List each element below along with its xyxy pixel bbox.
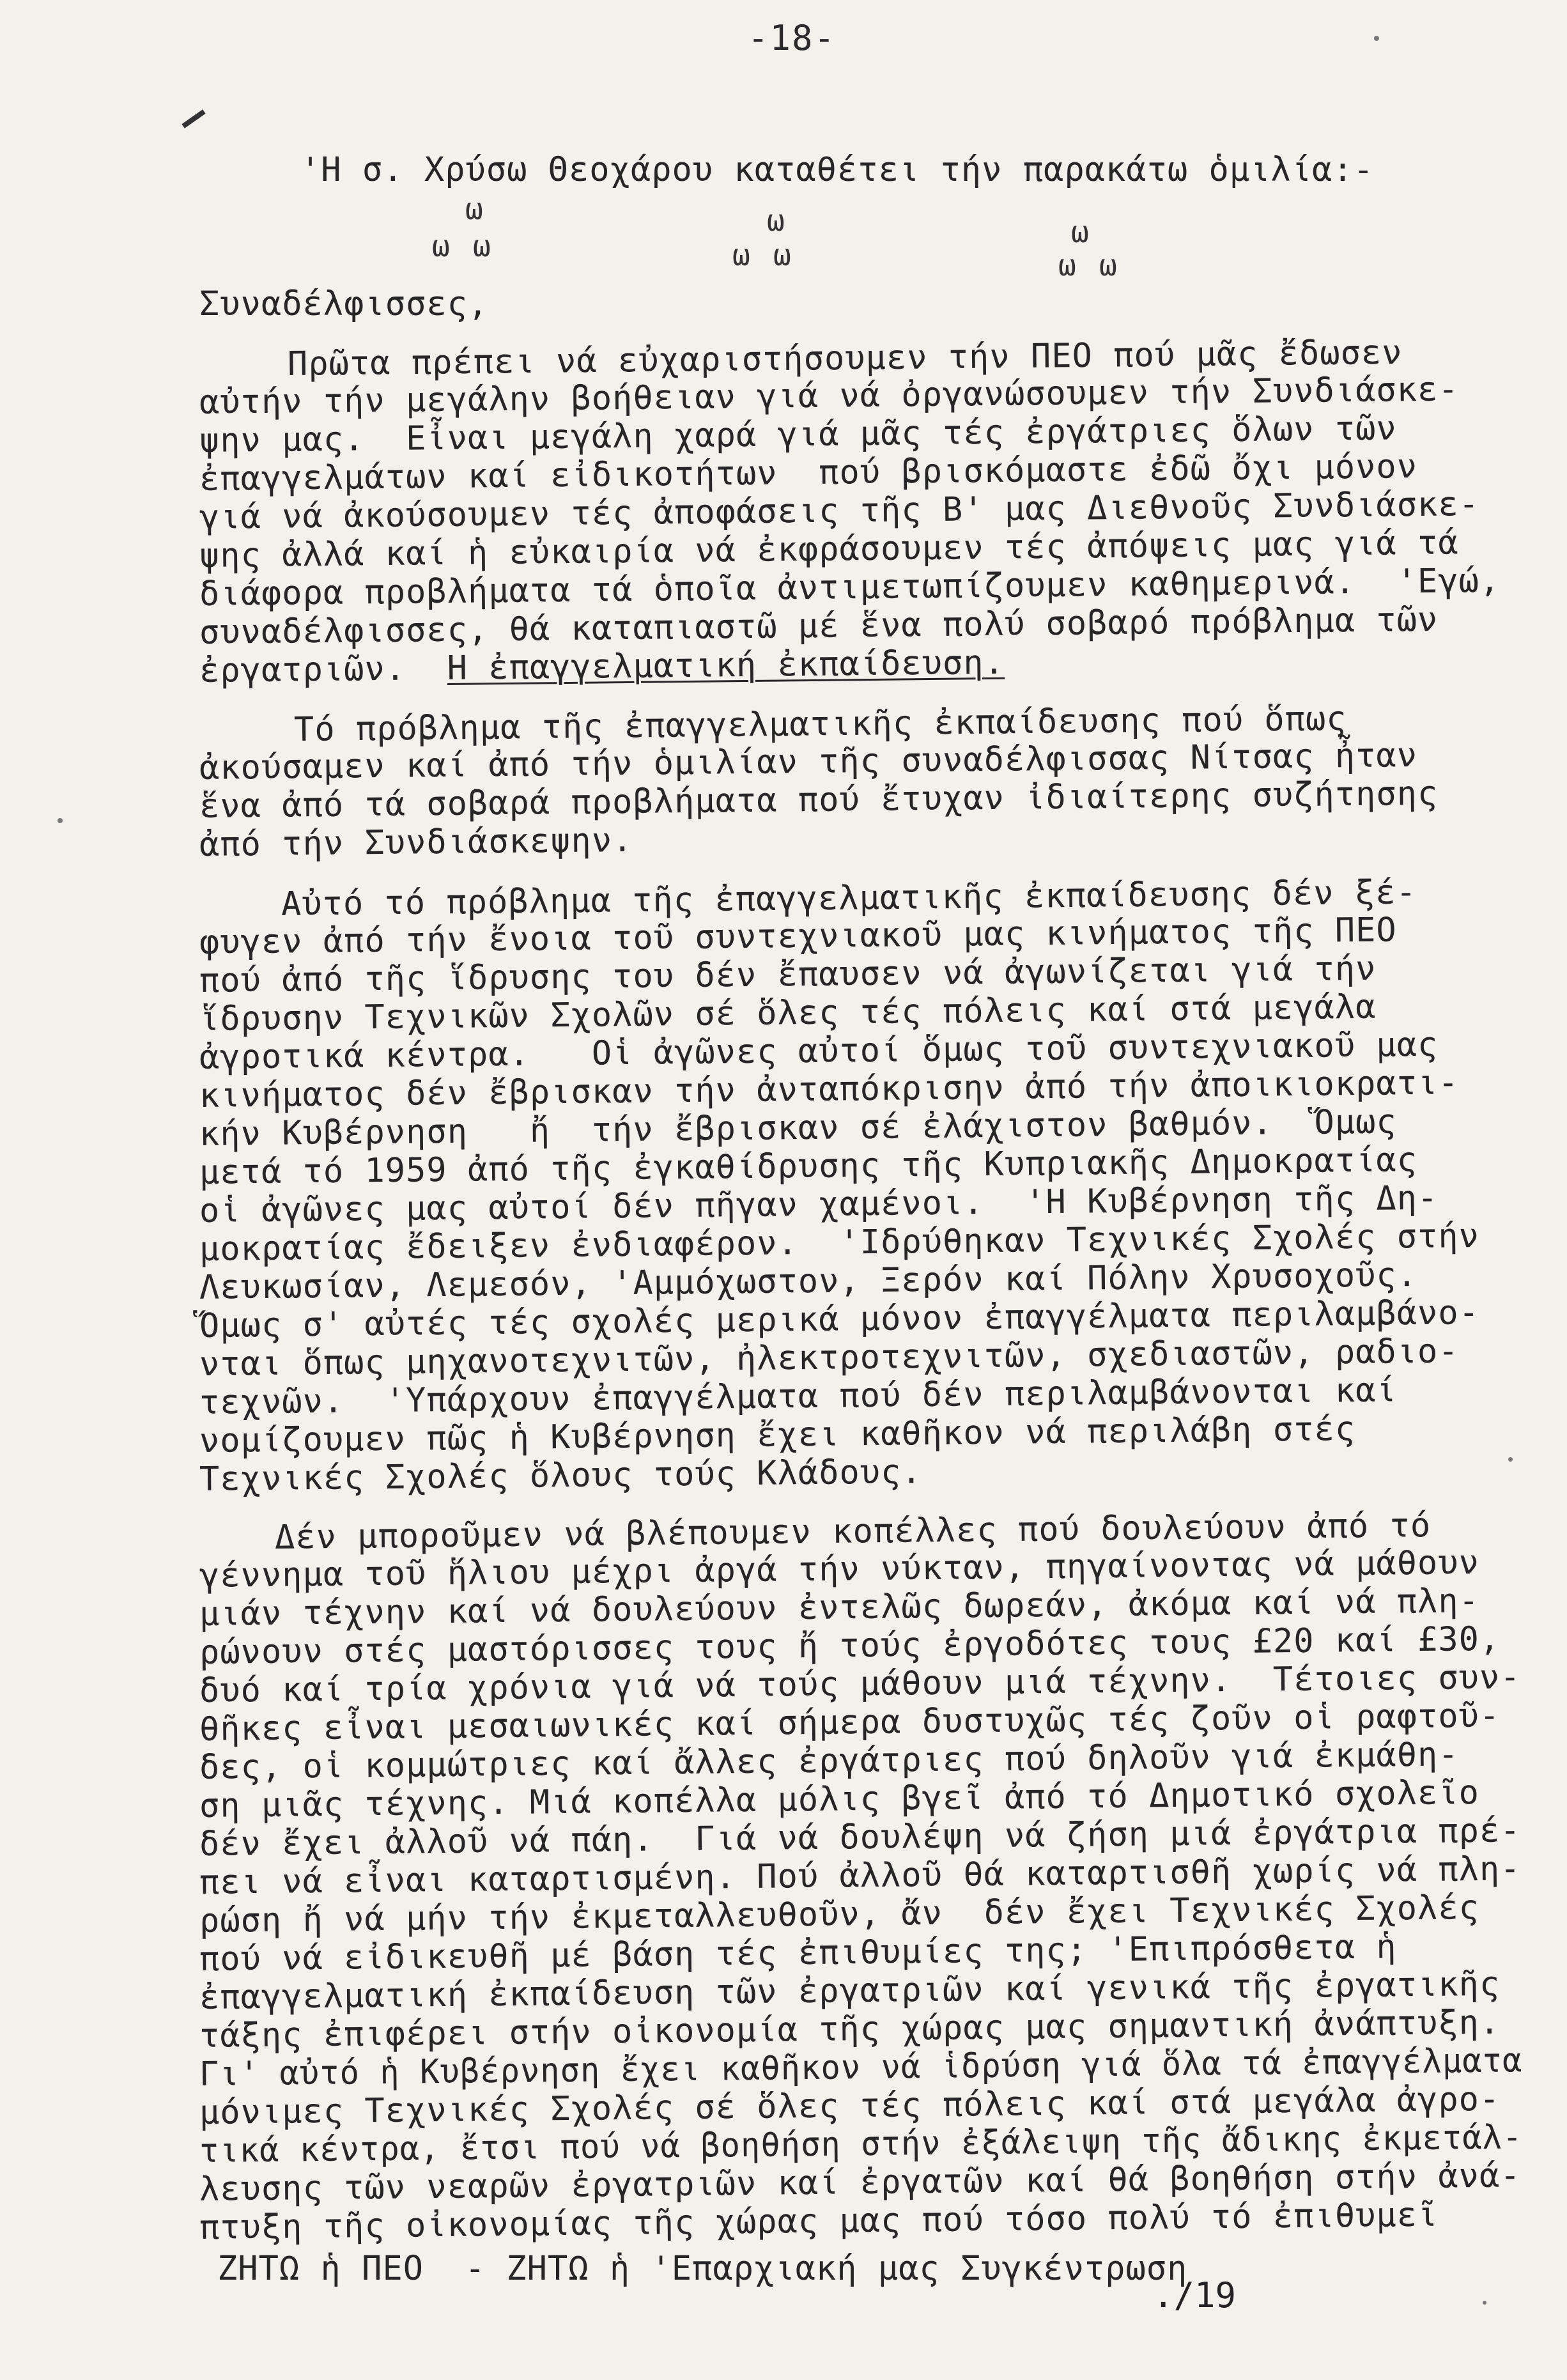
- paragraph-line: τικά κέντρα, ἔτσι πού νά βοηθήση στήν ἐξάλειψη τῆς ἄδικης ἐκμετάλ-: [199, 2118, 1523, 2170]
- scan-speck: [1483, 2301, 1486, 2305]
- paragraph-line: ἐπαγγελματική ἐκπαίδευση τῶν ἐργατριῶν καί γενικά τῆς ἐργατικῆς: [199, 1965, 1501, 2017]
- paragraph-line: ρώνουν στές μαστόρισσες τους ἤ τούς ἐργοδότες τους £20 καί £30,: [199, 1619, 1501, 1672]
- paragraph-line: πού νά εἰδικευθῆ μέ βάση τές ἐπιθυμίες της; 'Επιπρόσθετα ἡ: [199, 1928, 1398, 1979]
- scan-speck: [1508, 1457, 1513, 1462]
- paragraph-line: ἵδρυσην Τεχνικῶν Σχολῶν σέ ὅλες τές πόλεις καί στά μεγάλα: [199, 987, 1377, 1039]
- continuation-marker: ./19: [1153, 2275, 1237, 2315]
- paragraph-line: Ὅμως σ' αὐτές τές σχολές μερικά μόνον ἐπαγγέλματα περιλαμβάνο-: [199, 1294, 1480, 1345]
- ornament-omega: ω: [432, 229, 450, 263]
- intro-line: 'Η σ. Χρύσω Θεοχάρου καταθέτει τήν παρακάτω ὁμιλία:-: [300, 151, 1374, 189]
- ornament-omega: ω: [732, 238, 750, 272]
- ornament-omega: ω: [465, 192, 483, 226]
- paragraph-line: λευσης τῶν νεαρῶν ἐργατριῶν καί ἐργατῶν καί θά βοηθήση στήν ἀνά-: [199, 2156, 1521, 2209]
- paragraph-line: ἀγροτικά κέντρα. Οἱ ἀγῶνες αὐτοί ὅμως τοῦ συντεχνιακοῦ μας: [199, 1025, 1439, 1077]
- paragraph-line: νται ὅπως μηχανοτεχνιτῶν, ἠλεκτροτεχνιτῶν, σχεδιαστῶν, ραδιο-: [199, 1332, 1459, 1384]
- ornament-omega: ω: [1071, 215, 1089, 249]
- paragraph-line: κήν Κυβέρνηση ἤ τήν ἔβρισκαν σέ ἐλάχιστον βαθμόν. Ὅμως: [199, 1102, 1398, 1154]
- paragraph-line: Τεχνικές Σχολές ὅλους τούς Κλάδους.: [199, 1453, 922, 1499]
- paragraph-line: Δέν μποροῦμεν νά βλέπουμεν κοπέλλες πού δουλεύουν ἀπό τό: [274, 1506, 1432, 1557]
- paragraph-line: γέννημα τοῦ ἥλιου μέχρι ἀργά τήν νύκταν, πηγαίνοντας νά μάθουν: [199, 1543, 1480, 1595]
- ornament-omega: ω: [767, 203, 785, 238]
- handwritten-mark: [181, 109, 205, 128]
- paragraph-line: δες, οἱ κομμώτριες καί ἄλλες ἐργάτριες πού δηλοῦν γιά ἐκμάθη-: [199, 1735, 1459, 1787]
- paragraph-text: ἐργατριῶν.: [199, 649, 447, 690]
- paragraph-line: ψης ἀλλά καί ἡ εὐκαιρία νά ἐκφράσουμεν τές ἀπόψεις μας γιά τά: [199, 523, 1459, 575]
- paragraph-line: Γι' αὐτό ἡ Κυβέρνηση ἔχει καθῆκον νά ἱδρύση γιά ὅλα τά ἐπαγγέλματα: [199, 2041, 1523, 2094]
- paragraph-line: Πρῶτα πρέπει νά εὐχαριστήσουμεν τήν ΠΕΟ πού μᾶς ἔδωσεν: [287, 333, 1403, 383]
- paragraph-line: ἀπό τήν Συνδιάσκεψην.: [199, 821, 633, 864]
- paragraph-line: πει νά εἶναι καταρτισμένη. Πού ἀλλοῦ θά καταρτισθῆ χωρίς νά πλη-: [199, 1850, 1521, 1902]
- ornament-omega: ω: [473, 229, 491, 263]
- paragraph-line: δυό καί τρία χρόνια γιά νά τούς μάθουν μιά τέχνην. Τέτοιες συν-: [199, 1658, 1521, 1710]
- paragraph-line: μοκρατίας ἔδειξεν ἐνδιαφέρον. 'Ιδρύθηκαν Τεχνικές Σχολές στήν: [199, 1217, 1480, 1269]
- paragraph-line: δέν ἔχει ἀλλοῦ νά πάη. Γιά νά δουλέψη νά ζήση μιά ἐργάτρια πρέ-: [199, 1811, 1521, 1864]
- closing-line: ΖΗΤΩ ἡ ΠΕΟ - ΖΗΤΩ ἡ 'Επαρχιακή μας Συγκέντρωση: [217, 2250, 1188, 2288]
- paragraph-line: κινήματος δέν ἔβρισκαν τήν ἀνταπόκρισην ἀπό τήν ἀποικιοκρατι-: [199, 1063, 1459, 1115]
- paragraph-line: τεχνῶν. 'Υπάρχουν ἐπαγγέλματα πού δέν περιλαμβάνονται καί: [199, 1371, 1398, 1422]
- paragraph-line: πτυξη τῆς οἰκονομίας τῆς χώρας μας πού τόσο πολύ τό ἐπιθυμεῖ: [199, 2195, 1439, 2247]
- topic-heading-underlined: Η ἐπαγγελματική ἐκπαίδευση.: [447, 643, 1005, 688]
- paragraph-line: πού ἀπό τῆς ἵδρυσης του δέν ἔπαυσεν νά ἀγωνίζεται γιά τήν: [199, 949, 1377, 1000]
- paragraph-line: ση μιᾶς τέχνης. Μιά κοπέλλα μόλις βγεῖ ἀπό τό Δημοτικό σχολεῖο: [199, 1773, 1480, 1825]
- paragraph-line: θῆκες εἶναι μεσαιωνικές καί σήμερα δυστυχῶς τές ζοῦν οἱ ραφτοῦ-: [199, 1696, 1501, 1749]
- paragraph-line: νομίζουμεν πῶς ἡ Κυβέρνηση ἔχει καθῆκον νά περιλάβη στές: [199, 1410, 1356, 1460]
- paragraph-line: ἕνα ἀπό τά σοβαρά προβλήματα πού ἔτυχαν ἰδιαίτερης συζήτησης: [199, 774, 1439, 826]
- scan-speck: [1374, 36, 1379, 41]
- page-number: -18-: [748, 18, 837, 58]
- paragraph-line: ρώση ἤ νά μήν τήν ἐκμεταλλευθοῦν, ἄν δέν ἔχει Τεχνικές Σχολές: [199, 1889, 1480, 1940]
- paragraph-line: φυγεν ἀπό τήν ἔνοια τοῦ συντεχνιακοῦ μας κινήματος τῆς ΠΕΟ: [199, 911, 1398, 962]
- paragraph-line: [199, 644, 1005, 690]
- ornament-omega: ω: [1058, 248, 1076, 282]
- paragraph-line: διάφορα προβλήματα τά ὁποῖα ἀντιμετωπίζουμεν καθημερινά. 'Εγώ,: [199, 561, 1501, 614]
- paragraph-line: οἱ ἀγῶνες μας αὐτοί δέν πῆγαν χαμένοι. 'Η Κυβέρνηση τῆς Δη-: [199, 1178, 1439, 1230]
- paragraph-line: Λευκωσίαν, Λεμεσόν, 'Αμμόχωστον, Ξερόν καί Πόλην Χρυσοχοῦς.: [199, 1256, 1418, 1307]
- paragraph-line: μετά τό 1959 ἀπό τῆς ἐγκαθίδρυσης τῆς Κυπριακῆς Δημοκρατίας: [199, 1141, 1418, 1192]
- ornament-omega: ω: [1099, 248, 1117, 282]
- ornament-omega: ω: [773, 238, 791, 272]
- paragraph-line: ἐπαγγελμάτων καί εἰδικοτήτων πού βρισκόμαστε ἐδῶ ὄχι μόνον: [199, 447, 1418, 498]
- paragraph-line: μόνιμες Τεχνικές Σχολές σέ ὅλες τές πόλεις καί στά μεγάλα ἀγρο-: [199, 2080, 1501, 2132]
- paragraph-line: ἀκούσαμεν καί ἀπό τήν ὁμιλίαν τῆς συναδέλφισσας Νίτσας ἦταν: [199, 736, 1418, 787]
- paragraph-line: τάξης ἐπιφέρει στήν οἰκονομία τῆς χώρας μας σημαντική ἀνάπτυξη.: [199, 2003, 1501, 2055]
- paragraph-line: μιάν τέχνην καί νά δουλεύουν ἐντελῶς δωρεάν, ἀκόμα καί νά πλη-: [199, 1582, 1480, 1634]
- scan-speck: [58, 818, 63, 823]
- paragraph-line: γιά νά ἀκούσουμεν τές ἀποφάσεις τῆς Β' μας Διεθνοῦς Συνδιάσκε-: [199, 485, 1480, 537]
- paragraph-line: αὐτήν τήν μεγάλην βοήθειαν γιά νά ὀργανώσουμεν τήν Συνδιάσκε-: [199, 370, 1459, 422]
- salutation: Συναδέλφισσες,: [199, 285, 489, 323]
- paragraph-line: συναδέλφισσες, θά καταπιαστῶ μέ ἕνα πολύ σοβαρό πρόβλημα τῶν: [199, 600, 1439, 652]
- paragraph-line: Αὐτό τό πρόβλημα τῆς ἐπαγγελματικῆς ἐκπαίδευσης δέν ξέ-: [281, 873, 1417, 923]
- paragraph-line: Τό πρόβλημα τῆς ἐπαγγελματικῆς ἐκπαίδευσης πού ὅπως: [293, 699, 1347, 749]
- paragraph-line: ψην μας. Εἶναι μεγάλη χαρά γιά μᾶς τές ἐργάτριες ὅλων τῶν: [199, 409, 1398, 460]
